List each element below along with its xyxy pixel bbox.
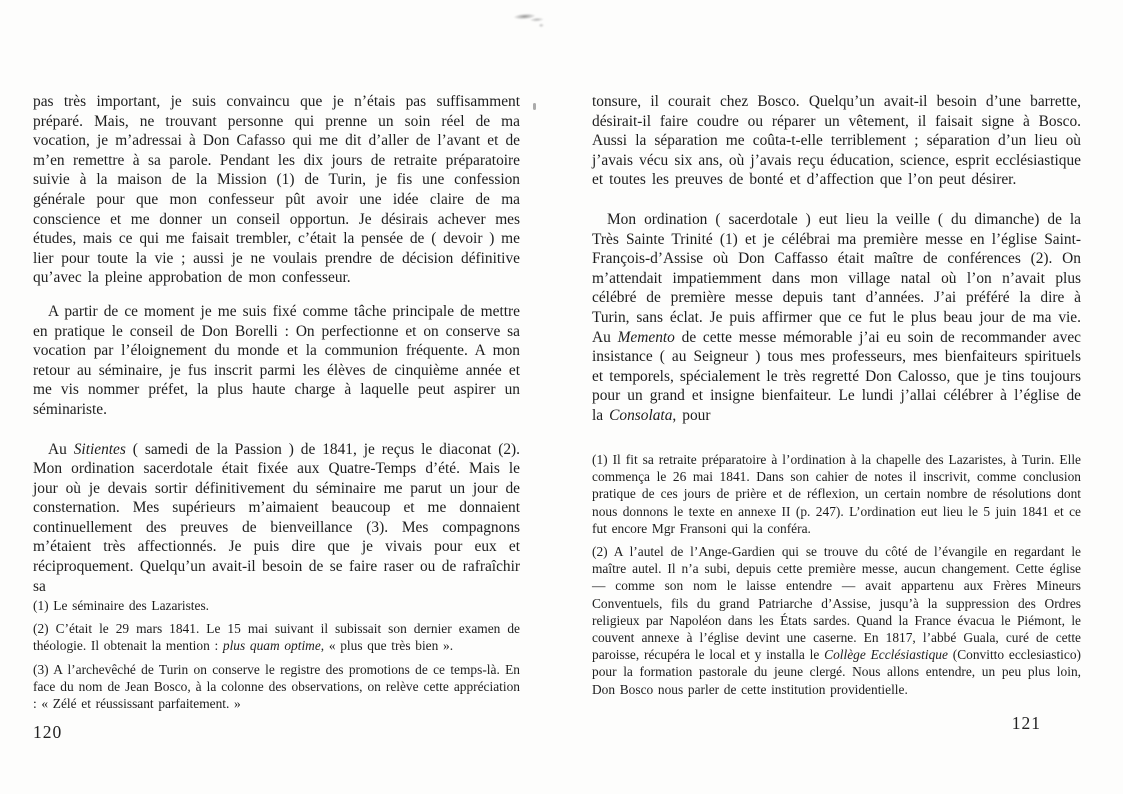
page-number-right: 121	[1011, 713, 1041, 733]
footnote: (2) A l’autel de l’Ange-Gardien qui se trouve du côté de l’évangile en regardant le maître autel. Il n’a subi, depuis cette première messe, aucun changement. Cette église — comme son nom le laisse entendre — avait appartenu aux Frères Mineurs Conventuels, fils du grand Patriarche d’Assise, jusqu’à la suppression des Ordres religieux par Napoléon dans les États sardes. Quand la France évacua le Piémont, le couvent annexe à l’église devint une caserne. En 1817, l’abbé Guala, curé de cette paroisse, récupéra le local et y installa le Collège Ecclésiastique (Convitto ecclesiastico) pour la formation pastorale du jeune clergé. Nous allons entendre, un peu plus loin, Don Bosco nous parler de cette institution providentielle.	[592, 544, 1081, 697]
paragraph: Au Sitientes ( samedi de la Passion ) de 1841, je reçus le diaconat (2). Mon ordination sacerdotale était fixée aux Quatre-Temps d’été. Mais le jour où je devais sortir définitivement du séminaire me parut un jour de consternation. Mes supérieurs m’aimaient beaucoup et me donnaient continuellement des preuves de bienveillance (3). Mes compagnons m’étaient très affectionnés. Je puis dire que je vivais pour eux et réciproquement. Quelqu’un avait-il besoin de se faire raser ou de rafraîchir sa	[33, 440, 520, 595]
paragraph: A partir de ce moment je me suis fixé comme tâche principale de mettre en pratique le conseil de Don Borelli : On perfectionne et on conserve sa vocation par l’éloignement du monde et la communion fréquente. A mon retour au séminaire, je fus inscrit parmi les élèves de cinquième année et me vis nommer préfet, la plus haute charge à laquelle peut aspirer un séminariste.	[33, 302, 520, 418]
right-footnotes	[592, 451, 1081, 704]
footnote: (2) C’était le 29 mars 1841. Le 15 mai suivant il subissait son dernier examen de théologie. Il obtenait la mention : plus quam optime, « plus que très bien ».	[33, 621, 520, 654]
scan-speck-artifact	[533, 103, 536, 110]
left-footnotes	[33, 597, 520, 718]
paragraph: Mon ordination ( sacerdotale ) eut lieu la veille ( du dimanche) de la Très Sainte Trinité (1) et je célébrai ma première messe en l’église Saint-François-d’Assise où Don Caffasso était maître de conférences (2). On m’attendait impatiemment dans mon village natal où l’on n’avait plus célébré de première messe depuis tant d’années. J’ai préféré la dire à Turin, sans éclat. Je puis affirmer que ce fut le plus beau jour de ma vie. Au Memento de cette messe mémorable j’ai eu soin de recommander avec insistance ( au Seigneur ) tous mes professeurs, mes bienfaiteurs spirituels et temporels, spécialement le très regretté Don Calosso, que je tins toujours pour un grand et insigne bienfaiteur. Le lundi j’allai célébrer à l’église de la Consolata, pour	[592, 210, 1081, 424]
footnote: (1) Il fit sa retraite préparatoire à l’ordination à la chapelle des Lazaristes, à Turin. Elle commença le 26 mai 1841. Dans son cahier de notes il inscrivit, comme conclusion pratique de ces jours de prière et de réflexion, un certain nombre de résolutions dont nous donnons le texte en annexe II (p. 247). L’ordination eut lieu le 5 juin 1841 et ce fut encore Mgr Fransoni qui la conféra.	[592, 452, 1081, 536]
footnote: (3) A l’archevêché de Turin on conserve le registre des promotions de ce temps-là. En face du nom de Jean Bosco, à la colonne des observations, on relève cette appréciation : « Zélé et réussissant parfaitement. »	[33, 661, 520, 712]
page-right	[592, 0, 1081, 794]
left-main-text	[33, 92, 520, 596]
paragraph: tonsure, il courait chez Bosco. Quelqu’un avait-il besoin d’une barrette, désirait-il faire coudre ou réparer un vêtement, il faisait signe à Bosco. Aussi la séparation me coûta-t-elle terriblement ; séparation d’un lieu où j’avais vécu six ans, où j’avais reçu éducation, science, esprit ecclésiastique et toutes les preuves de bonté et d’affection que l’on peut désirer.	[592, 93, 1081, 189]
page-number-left: 120	[33, 722, 63, 742]
page-left	[33, 0, 520, 794]
footnote: (1) Le séminaire des Lazaristes.	[33, 598, 210, 613]
right-main-text	[592, 92, 1081, 426]
paragraph: pas très important, je suis convaincu que je n’étais pas suffisamment préparé. Mais, ne trouvant personne qui prenne un soin réel de ma vocation, je m’adressai à Don Cafasso qui me dit d’aller de l’avant et de m’en remettre à sa parole. Pendant les dix jours de retraite préparatoire suivie à la maison de la Mission (1) de Turin, je fis une confession générale pour que mon confesseur pût avoir une idée claire de ma conscience et me donner un conseil opportun. Je désirais achever mes études, mais ce qui me faisait trembler, c’était la pensée de ( devoir ) me lier pour toute la vie ; aussi je ne voulais prendre de décision définitive qu’avec la pleine approbation de mon confesseur.	[33, 93, 520, 287]
